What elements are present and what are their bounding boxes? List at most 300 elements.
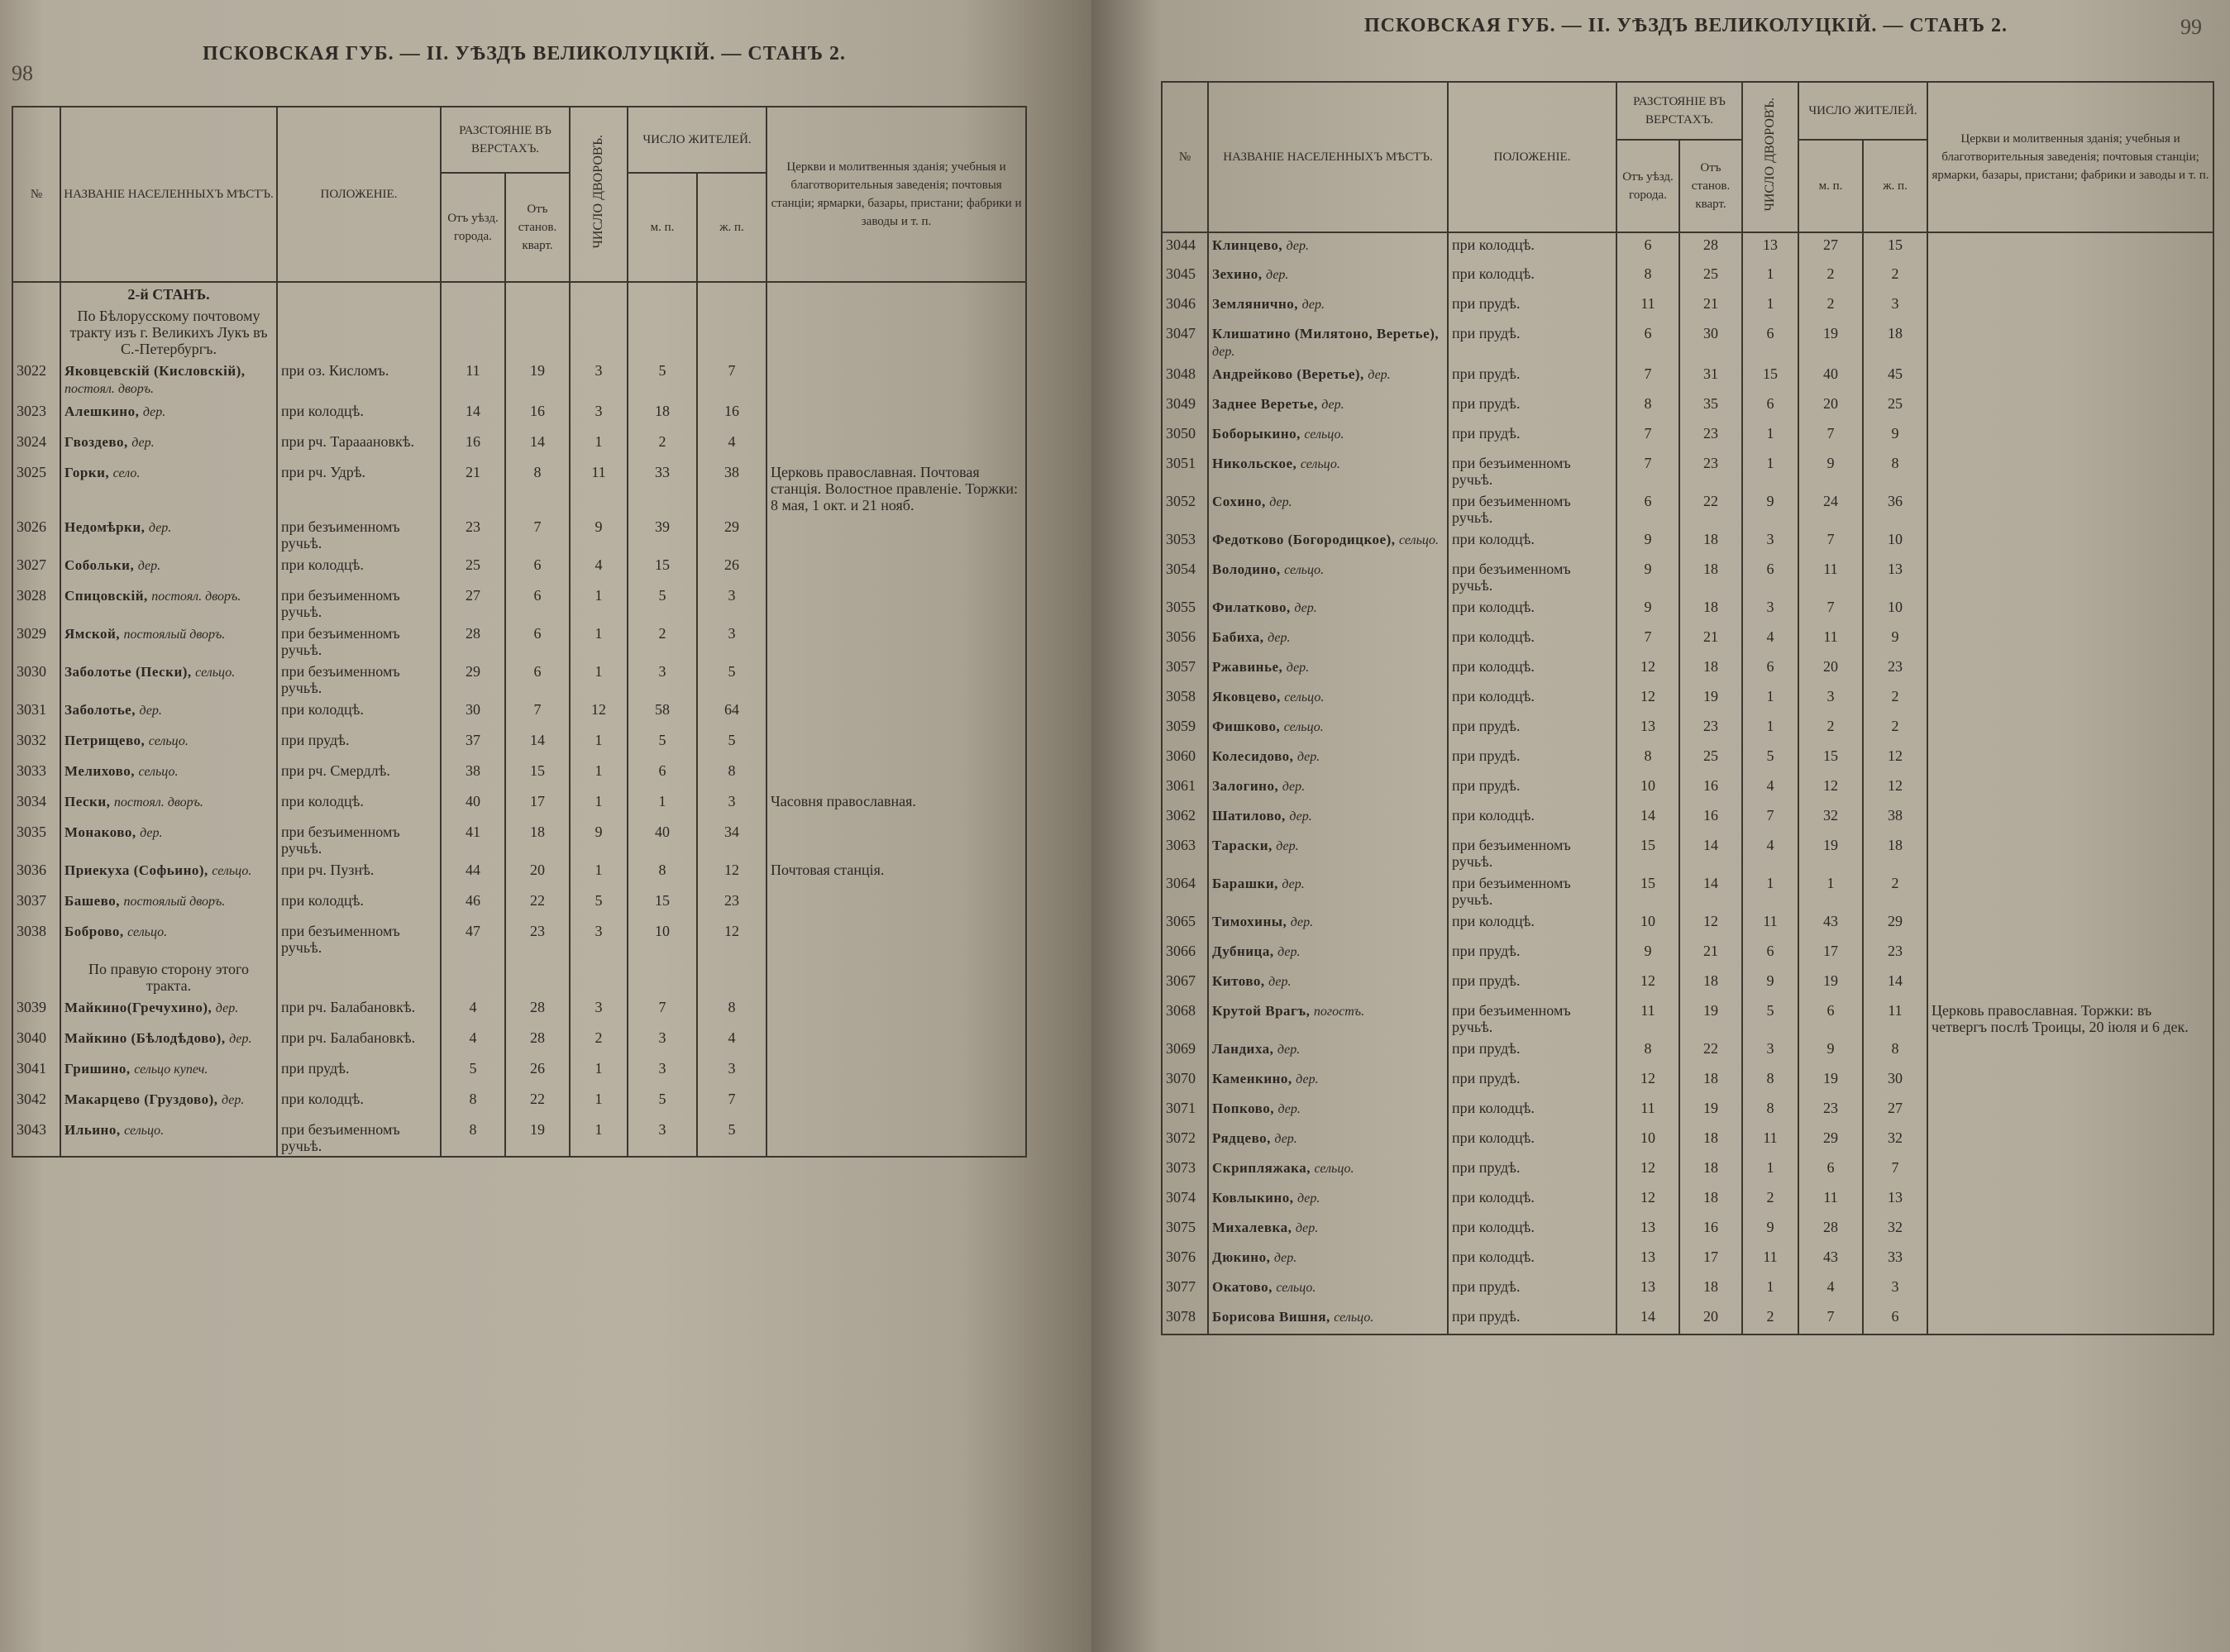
male-count: 20	[1798, 392, 1863, 422]
settlement-number: 3064	[1162, 871, 1208, 910]
distance-from-stan: 6	[505, 622, 570, 660]
settlement-kind: дер.	[1212, 345, 1235, 359]
settlement-position: при колодцѣ.	[1448, 1126, 1616, 1156]
female-count: 38	[697, 461, 766, 515]
settlement-name: Клинцево,	[1212, 237, 1283, 253]
female-count: 12	[1863, 744, 1927, 774]
settlement-kind: дер.	[1290, 915, 1314, 929]
settlements-table-left	[12, 106, 1027, 1158]
distance-from-city: 13	[1616, 1275, 1679, 1305]
table-row	[12, 790, 1026, 820]
settlement-name-cell	[1208, 939, 1448, 969]
stan-title: 2-й СТАНЪ.	[60, 282, 277, 304]
settlement-kind: сельцо.	[1284, 690, 1325, 704]
table-row	[12, 399, 1026, 430]
settlement-position: при безъименномъ ручьѣ.	[1448, 557, 1616, 595]
settlement-name: Приекуха (Софьино),	[64, 862, 208, 878]
settlement-name: Мелихово,	[64, 763, 135, 779]
female-count: 38	[1863, 804, 1927, 833]
settlement-number: 3044	[1162, 232, 1208, 262]
settlement-number: 3061	[1162, 774, 1208, 804]
settlement-position: при прудѣ.	[1448, 714, 1616, 744]
settlement-kind: сельцо.	[195, 666, 236, 680]
settlement-kind: дер.	[1289, 809, 1312, 824]
female-count: 6	[1863, 1305, 1927, 1334]
settlement-name-cell	[1208, 969, 1448, 999]
female-count: 45	[1863, 362, 1927, 392]
settlement-kind: сельцо.	[127, 925, 168, 939]
settlement-name: Скрипляжака,	[1212, 1160, 1311, 1176]
male-count: 39	[628, 515, 697, 553]
households-count: 1	[570, 1087, 628, 1118]
settlement-name-cell	[1208, 1245, 1448, 1275]
distance-from-city: 30	[441, 698, 505, 728]
distance-from-stan: 28	[505, 995, 570, 1026]
page-number: 98	[12, 61, 33, 85]
settlement-name: Заднее Веретье,	[1212, 396, 1318, 412]
settlement-kind: дер.	[215, 1001, 239, 1015]
settlement-position: при колодцѣ.	[1448, 655, 1616, 685]
settlement-name-cell	[60, 919, 277, 957]
header-num: №	[1162, 82, 1208, 232]
distance-from-city: 11	[441, 359, 505, 399]
female-count: 12	[697, 919, 766, 957]
households-count: 3	[570, 995, 628, 1026]
settlement-number: 3076	[1162, 1245, 1208, 1275]
settlement-number: 3066	[1162, 939, 1208, 969]
settlement-kind: дер.	[1286, 661, 1310, 675]
settlement-name: Недомѣрки,	[64, 519, 146, 535]
distance-from-city: 6	[1616, 232, 1679, 262]
settlement-position: при безъименномъ ручьѣ.	[277, 584, 441, 622]
distance-from-city: 13	[1616, 1245, 1679, 1275]
table-row	[1162, 451, 2213, 489]
households-count: 1	[1742, 685, 1798, 714]
distance-from-stan: 8	[505, 461, 570, 515]
distance-from-stan: 16	[1679, 1215, 1742, 1245]
settlement-notes	[1927, 1037, 2213, 1067]
settlement-name-cell	[60, 515, 277, 553]
table-row	[12, 1118, 1026, 1157]
settlement-name-cell	[60, 728, 277, 759]
settlement-name-cell	[60, 820, 277, 858]
settlement-name-cell	[1208, 292, 1448, 322]
female-count: 4	[697, 1026, 766, 1057]
female-count: 3	[1863, 1275, 1927, 1305]
settlement-name: Заболотье (Пески),	[64, 664, 192, 680]
table-row	[12, 1026, 1026, 1057]
settlement-number: 3069	[1162, 1037, 1208, 1067]
female-count: 10	[1863, 595, 1927, 625]
male-count: 58	[628, 698, 697, 728]
settlement-notes	[1927, 1067, 2213, 1096]
distance-from-stan: 19	[1679, 999, 1742, 1037]
male-count: 15	[628, 553, 697, 584]
settlement-kind: постоял. дворъ.	[64, 382, 154, 396]
distance-from-city: 14	[1616, 1305, 1679, 1334]
settlement-name-cell	[60, 698, 277, 728]
male-count: 6	[628, 759, 697, 790]
settlement-position: при прудѣ.	[1448, 939, 1616, 969]
running-head: ПСКОВСКАЯ ГУБ. — II. УѢЗДЪ ВЕЛИКОЛУЦКІЙ. — СТАНЪ 2.	[203, 43, 846, 64]
male-count: 20	[1798, 655, 1863, 685]
distance-from-city: 8	[1616, 392, 1679, 422]
settlement-name-cell	[1208, 528, 1448, 557]
settlement-name-cell	[1208, 999, 1448, 1037]
settlement-kind: сельцо купеч.	[134, 1062, 208, 1077]
male-count: 43	[1798, 1245, 1863, 1275]
settlement-name: Сохино,	[1212, 494, 1266, 509]
settlement-notes	[1927, 804, 2213, 833]
settlement-position: при прудѣ.	[1448, 422, 1616, 451]
female-count: 7	[697, 359, 766, 399]
households-count: 1	[570, 759, 628, 790]
settlement-name-cell	[60, 790, 277, 820]
settlement-name-cell	[60, 995, 277, 1026]
table-row	[12, 698, 1026, 728]
distance-from-stan: 12	[1679, 910, 1742, 939]
table-row	[12, 728, 1026, 759]
settlement-position: при колодцѣ.	[1448, 595, 1616, 625]
settlement-name: Алешкино,	[64, 403, 140, 419]
settlement-position: при колодцѣ.	[1448, 1245, 1616, 1275]
settlement-name-cell	[1208, 232, 1448, 262]
settlement-name: Боборыкино,	[1212, 426, 1301, 442]
settlement-kind: дер.	[131, 436, 155, 450]
settlement-notes	[1927, 1156, 2213, 1186]
settlement-name-cell	[60, 660, 277, 698]
stan-title-row	[12, 282, 1026, 304]
settlement-notes	[766, 919, 1026, 957]
settlement-name: Ковлыкино,	[1212, 1190, 1294, 1206]
female-count: 8	[697, 995, 766, 1026]
distance-from-stan: 20	[1679, 1305, 1742, 1334]
header-name: НАЗВАНІЕ НАСЕЛЕННЫХЪ МѢСТЪ.	[60, 107, 277, 282]
settlement-name: Ландиха,	[1212, 1041, 1274, 1057]
header-dist-city: Отъ уѣзд. города.	[441, 173, 505, 282]
settlement-name-cell	[1208, 1126, 1448, 1156]
settlement-position: при безъименномъ ручьѣ.	[1448, 451, 1616, 489]
households-count: 8	[1742, 1096, 1798, 1126]
female-count: 8	[697, 759, 766, 790]
settlement-name-cell	[60, 461, 277, 515]
households-count: 2	[570, 1026, 628, 1057]
settlement-position: при прудѣ.	[1448, 774, 1616, 804]
distance-from-city: 7	[1616, 625, 1679, 655]
settlement-notes	[766, 1057, 1026, 1087]
distance-from-city: 12	[1616, 1156, 1679, 1186]
distance-from-city: 25	[441, 553, 505, 584]
distance-from-stan: 22	[505, 1087, 570, 1118]
page-number: 99	[2180, 15, 2202, 39]
settlement-notes	[766, 1026, 1026, 1057]
table-row	[1162, 774, 2213, 804]
settlement-number: 3071	[1162, 1096, 1208, 1126]
settlement-notes	[1927, 744, 2213, 774]
households-count: 2	[1742, 1186, 1798, 1215]
distance-from-stan: 18	[1679, 528, 1742, 557]
female-count: 14	[1863, 969, 1927, 999]
male-count: 8	[628, 858, 697, 889]
settlement-kind: постоял. дворъ.	[113, 795, 203, 809]
table-row	[12, 584, 1026, 622]
households-count: 1	[1742, 262, 1798, 292]
settlement-number: 3042	[12, 1087, 60, 1118]
female-count: 23	[1863, 655, 1927, 685]
settlement-name: Никольское,	[1212, 456, 1297, 471]
settlement-name: Дубница,	[1212, 943, 1274, 959]
households-count: 9	[570, 820, 628, 858]
settlement-name: Спицовскій,	[64, 588, 148, 604]
settlement-number: 3047	[1162, 322, 1208, 362]
settlement-position: при колодцѣ.	[1448, 1186, 1616, 1215]
settlement-notes	[1927, 528, 2213, 557]
male-count: 2	[1798, 714, 1863, 744]
settlement-name-cell	[60, 1118, 277, 1157]
table-row	[12, 995, 1026, 1026]
settlement-kind: постоялый дворъ.	[123, 628, 226, 642]
settlement-notes	[1927, 833, 2213, 871]
table-row	[1162, 1156, 2213, 1186]
settlement-name: Яковцево,	[1212, 689, 1281, 704]
settlement-number: 3053	[1162, 528, 1208, 557]
distance-from-city: 27	[441, 584, 505, 622]
settlement-kind: сельцо.	[148, 734, 189, 748]
male-count: 9	[1798, 1037, 1863, 1067]
male-count: 7	[1798, 1305, 1863, 1334]
settlement-position: при колодцѣ.	[1448, 528, 1616, 557]
households-count: 12	[570, 698, 628, 728]
table-row	[1162, 595, 2213, 625]
settlement-number: 3056	[1162, 625, 1208, 655]
settlement-notes	[766, 399, 1026, 430]
settlement-position: при прудѣ.	[1448, 322, 1616, 362]
settlement-kind: дер.	[1368, 368, 1391, 382]
settlement-name: Пески,	[64, 794, 111, 809]
households-count: 3	[1742, 1037, 1798, 1067]
settlement-kind: дер.	[1277, 1102, 1301, 1116]
male-count: 3	[628, 1057, 697, 1087]
distance-from-city: 46	[441, 889, 505, 919]
settlement-kind: сельцо.	[124, 1124, 165, 1138]
settlement-name-cell	[1208, 322, 1448, 362]
households-count: 9	[1742, 489, 1798, 528]
table-row	[12, 515, 1026, 553]
settlement-position: при прудѣ.	[1448, 392, 1616, 422]
settlement-name: Ржавинье,	[1212, 659, 1283, 675]
left-page	[0, 0, 1091, 1652]
settlement-position: при прудѣ.	[1448, 1067, 1616, 1096]
settlement-position: при прудѣ.	[1448, 1156, 1616, 1186]
distance-from-stan: 21	[1679, 292, 1742, 322]
header-position: ПОЛОЖЕНІЕ.	[277, 107, 441, 282]
settlement-kind: дер.	[1268, 631, 1291, 645]
settlement-number: 3039	[12, 995, 60, 1026]
table-row	[1162, 685, 2213, 714]
table-row	[12, 660, 1026, 698]
settlement-notes	[1927, 939, 2213, 969]
settlement-notes	[1927, 292, 2213, 322]
female-count: 10	[1863, 528, 1927, 557]
settlement-name: Федотково (Богородицкое),	[1212, 532, 1396, 547]
distance-from-city: 6	[1616, 322, 1679, 362]
male-count: 9	[1798, 451, 1863, 489]
male-count: 43	[1798, 910, 1863, 939]
male-count: 28	[1798, 1215, 1863, 1245]
female-count: 34	[697, 820, 766, 858]
female-count: 2	[1863, 714, 1927, 744]
households-count: 1	[570, 790, 628, 820]
households-count: 6	[1742, 392, 1798, 422]
male-count: 19	[1798, 969, 1863, 999]
settlement-number: 3022	[12, 359, 60, 399]
distance-from-stan: 22	[1679, 1037, 1742, 1067]
settlement-position: при колодцѣ.	[277, 698, 441, 728]
male-count: 15	[1798, 744, 1863, 774]
settlement-kind: дер.	[1286, 239, 1309, 253]
settlement-notes	[1927, 871, 2213, 910]
households-count: 3	[570, 399, 628, 430]
male-count: 29	[1798, 1126, 1863, 1156]
households-count: 9	[570, 515, 628, 553]
settlement-name: Зехино,	[1212, 266, 1263, 282]
households-count: 1	[1742, 422, 1798, 451]
distance-from-city: 12	[1616, 1067, 1679, 1096]
male-count: 11	[1798, 625, 1863, 655]
distance-from-city: 44	[441, 858, 505, 889]
female-count: 12	[1863, 774, 1927, 804]
settlement-kind: дер.	[148, 521, 172, 535]
distance-from-city: 6	[1616, 489, 1679, 528]
settlement-notes	[1927, 392, 2213, 422]
settlement-number: 3036	[12, 858, 60, 889]
settlement-kind: дер.	[1268, 975, 1292, 989]
settlement-number: 3078	[1162, 1305, 1208, 1334]
settlement-number: 3035	[12, 820, 60, 858]
households-count: 3	[1742, 595, 1798, 625]
settlement-kind: дер.	[1294, 601, 1317, 615]
households-count: 5	[570, 889, 628, 919]
table-row	[1162, 557, 2213, 595]
settlement-name: Башево,	[64, 893, 120, 909]
settlement-kind: сельцо.	[1300, 457, 1340, 471]
settlement-kind: дер.	[137, 559, 161, 573]
households-count: 13	[1742, 232, 1798, 262]
male-count: 7	[1798, 595, 1863, 625]
households-count: 8	[1742, 1067, 1798, 1096]
header-female: ж. п.	[697, 173, 766, 282]
households-count: 6	[1742, 939, 1798, 969]
female-count: 8	[1863, 451, 1927, 489]
table-row	[1162, 655, 2213, 685]
settlement-kind: сельцо.	[212, 864, 252, 878]
female-count: 64	[697, 698, 766, 728]
settlement-position: при рч. Балабановкѣ.	[277, 1026, 441, 1057]
settlement-name: Крутой Врагъ,	[1212, 1003, 1311, 1019]
table-row	[12, 858, 1026, 889]
distance-from-city: 8	[1616, 744, 1679, 774]
male-count: 27	[1798, 232, 1863, 262]
settlement-name: Тараски,	[1212, 838, 1273, 853]
settlement-number: 3052	[1162, 489, 1208, 528]
female-count: 18	[1863, 833, 1927, 871]
settlement-name: Яковцевскій (Кисловскій),	[64, 363, 246, 379]
households-count: 9	[1742, 1215, 1798, 1245]
table-row	[1162, 1096, 2213, 1126]
distance-from-stan: 18	[1679, 969, 1742, 999]
households-count: 1	[1742, 1275, 1798, 1305]
settlement-notes	[1927, 1275, 2213, 1305]
households-count: 11	[570, 461, 628, 515]
female-count: 27	[1863, 1096, 1927, 1126]
male-count: 40	[1798, 362, 1863, 392]
male-count: 2	[628, 622, 697, 660]
settlement-name: Землянично,	[1212, 296, 1299, 312]
distance-from-stan: 17	[1679, 1245, 1742, 1275]
settlement-name-cell	[1208, 910, 1448, 939]
settlement-number: 3051	[1162, 451, 1208, 489]
settlement-name-cell	[1208, 1215, 1448, 1245]
settlement-name-cell	[1208, 804, 1448, 833]
settlement-name: Филатково,	[1212, 599, 1291, 615]
settlement-kind: дер.	[1276, 839, 1299, 853]
table-row	[1162, 292, 2213, 322]
settlement-kind: дер.	[1321, 398, 1344, 412]
female-count: 13	[1863, 1186, 1927, 1215]
distance-from-city: 38	[441, 759, 505, 790]
settlement-number: 3023	[12, 399, 60, 430]
settlement-notes	[766, 359, 1026, 399]
distance-from-city: 10	[1616, 1126, 1679, 1156]
male-count: 5	[628, 359, 697, 399]
settlement-notes	[766, 660, 1026, 698]
table-row	[1162, 804, 2213, 833]
settlement-position: при прудѣ.	[1448, 1275, 1616, 1305]
distance-from-city: 9	[1616, 557, 1679, 595]
settlement-notes: Церковь православная. Торжки: въ четвергъ послѣ Троицы, 20 іюля и 6 дек.	[1927, 999, 2213, 1037]
female-count: 5	[697, 728, 766, 759]
settlement-position: при рч. Тарааановкѣ.	[277, 430, 441, 461]
settlement-kind: постоял. дворъ.	[151, 590, 241, 604]
households-count: 6	[1742, 655, 1798, 685]
settlement-number: 3067	[1162, 969, 1208, 999]
settlement-kind: дер.	[1277, 1043, 1301, 1057]
settlement-position: при безъименномъ ручьѣ.	[277, 622, 441, 660]
settlement-name-cell	[1208, 1305, 1448, 1334]
distance-from-stan: 31	[1679, 362, 1742, 392]
table-row	[12, 622, 1026, 660]
male-count: 6	[1798, 999, 1863, 1037]
distance-from-city: 9	[1616, 595, 1679, 625]
settlement-name-cell	[60, 622, 277, 660]
settlement-number: 3034	[12, 790, 60, 820]
settlement-name-cell	[60, 430, 277, 461]
table-row	[1162, 1215, 2213, 1245]
table-row	[1162, 625, 2213, 655]
settlement-number: 3048	[1162, 362, 1208, 392]
settlement-name-cell	[1208, 1156, 1448, 1186]
header-position: ПОЛОЖЕНІЕ.	[1448, 82, 1616, 232]
female-count: 7	[1863, 1156, 1927, 1186]
male-count: 3	[1798, 685, 1863, 714]
settlement-kind: дер.	[1282, 877, 1305, 891]
table-row	[1162, 999, 2213, 1037]
settlement-position: при рч. Смердлѣ.	[277, 759, 441, 790]
female-count: 4	[697, 430, 766, 461]
settlement-number: 3073	[1162, 1156, 1208, 1186]
settlement-kind: сельцо.	[1399, 533, 1440, 547]
table-row	[1162, 744, 2213, 774]
